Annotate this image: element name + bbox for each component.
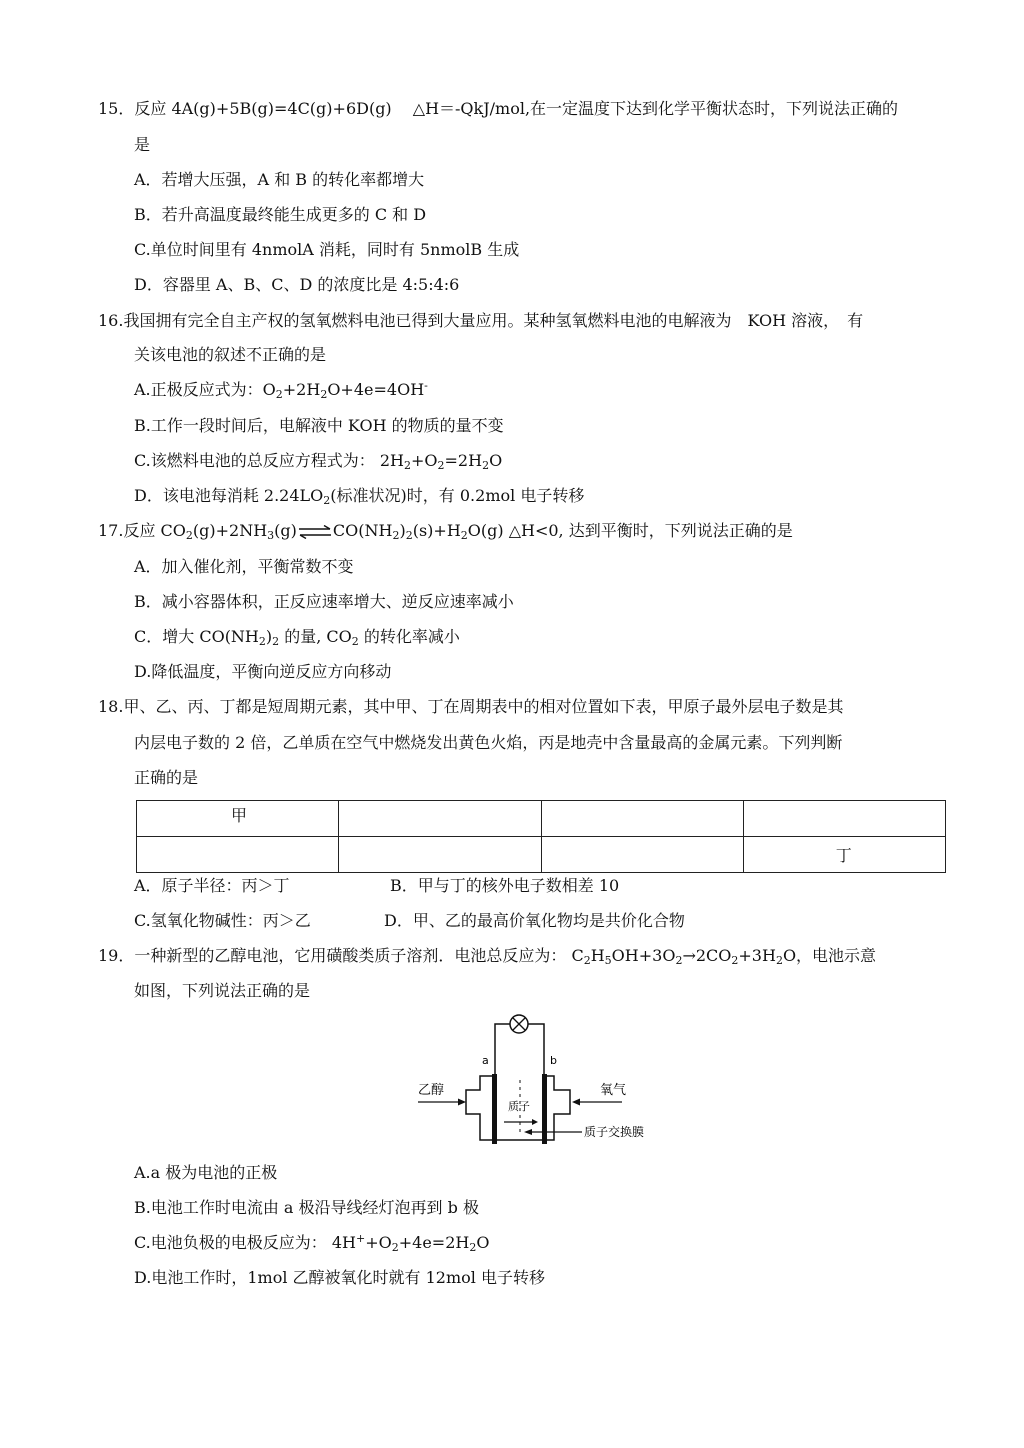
q19-option-d: D.电池工作时，1mol 乙醇被氧化时就有 12mol 电子转移: [134, 1268, 545, 1287]
q17-option-b: B．减小容器体积，正反应速率增大、逆反应速率减小: [134, 592, 514, 611]
q18-stem-line1: 18.甲、乙、丙、丁都是短周期元素，其中甲、丁在周期表中的相对位置如下表，甲原子最外层电子数是其: [98, 697, 844, 716]
table-cell: [339, 837, 541, 873]
proton-label: 质子: [508, 1100, 530, 1113]
q15-option-a: A．若增大压强，A 和 B 的转化率都增大: [134, 170, 425, 189]
element-jia-label: 甲: [231, 806, 248, 825]
electrode-a: [492, 1074, 497, 1144]
q19-option-b: B.电池工作时电流由 a 极沿导线经灯泡再到 b 极: [134, 1198, 479, 1217]
q17-option-a: A．加入催化剂，平衡常数不变: [134, 557, 354, 576]
q19-option-a: A.a 极为电池的正极: [134, 1163, 278, 1182]
table-cell: [743, 837, 945, 873]
q19-stem-line2: 如图，下列说法正确的是: [134, 981, 311, 1000]
table-cell: [541, 837, 743, 873]
q16-stem-line2: 关该电池的叙述不正确的是: [134, 345, 327, 364]
external-wire: [495, 1024, 510, 1074]
table-cell: [137, 837, 339, 873]
electrode-b: [542, 1074, 547, 1144]
periodic-position-table: [136, 800, 946, 873]
q19-stem-line1: 19．一种新型的乙醇电池，它用磺酸类质子溶剂．电池总反应为： $C_2H_5OH+3O_2\to 2CO_2+3H_2O$，电池示意: [98, 946, 877, 967]
q17-option-c: C．增大 $CO(NH_2)_2$ 的量, $CO_2$ 的转化率减小: [134, 627, 460, 648]
q16-option-d: D．该电池每消耗 $2.24LO_2$(标准状况)时，有 0.2mol 电子转移: [134, 486, 585, 507]
q15-option-b: B．若升高温度最终能生成更多的 C 和 D: [134, 205, 427, 224]
q18-option-b: B．甲与丁的核外电子数相差 10: [390, 876, 620, 895]
q18-stem-line3: 正确的是: [134, 768, 199, 787]
equilibrium-arrow-icon: [298, 525, 332, 539]
table-cell: [137, 801, 339, 837]
table-row: [137, 801, 946, 837]
q18-option-d: D．甲、乙的最高价氧化物均是共价化合物: [384, 911, 685, 930]
q18-stem-line2: 内层电子数的 2 倍，乙单质在空气中燃烧发出黄色火焰，丙是地壳中含量最高的金属元素。下列判断: [134, 733, 843, 752]
table-row: [137, 837, 946, 873]
element-ding-label: 丁: [835, 846, 852, 865]
q18-option-c: C.氢氧化物碱性：丙＞乙: [134, 911, 311, 930]
q17-stem: 17.反应 $CO_2(g)+2NH_3(g)$ $CO(NH_2)_2(s)+H_2O(g)$ △H<0, 达到平衡时，下列说法正确的是: [98, 521, 793, 542]
q16-option-c: C.该燃料电池的总反应方程式为： $2H_2+O_2=2H_2O$: [134, 451, 503, 472]
membrane-label: 质子交换膜: [584, 1125, 645, 1139]
q15-option-d: D．容器里 A、B、C、D 的浓度比是 4:5:4:6: [134, 275, 460, 294]
q16-stem-line1: 16.我国拥有完全自主产权的氢氧燃料电池已得到大量应用。某种氢氧燃料电池的电解液为 KOH 溶液， 有: [98, 311, 864, 330]
table-cell: [339, 801, 541, 837]
table-cell: [743, 801, 945, 837]
q16-option-a: A.正极反应式为：$O_2+2H_2O+4e=4OH^-$: [134, 379, 428, 401]
electrode-b-label: b: [550, 1054, 557, 1067]
q16-option-b: B.工作一段时间后，电解液中 KOH 的物质的量不变: [134, 416, 504, 435]
q15-option-c: C.单位时间里有 4nmolA 消耗，同时有 5nmolB 生成: [134, 240, 520, 259]
ethanol-cell-diagram: [414, 1014, 654, 1152]
q19-option-c: C.电池负极的电极反应为： $4H^++O_2+4e=2H_2O$: [134, 1232, 490, 1254]
q15-stem-line2: 是: [134, 135, 151, 154]
q18-option-a: A．原子半径：丙＞丁: [134, 876, 290, 895]
electrode-a-label: a: [482, 1054, 489, 1067]
table-cell: [541, 801, 743, 837]
q17-option-d: D.降低温度，平衡向逆反应方向移动: [134, 662, 392, 681]
ethanol-label: 乙醇: [418, 1083, 445, 1098]
lamp-icon: [510, 1015, 528, 1033]
oxygen-label: 氧气: [600, 1083, 627, 1098]
q15-stem-line1: 15．反应 4A(g)+5B(g)=4C(g)+6D(g) △H＝-QkJ/mol,在一定温度下达到化学平衡状态时，下列说法正确的: [98, 99, 899, 118]
